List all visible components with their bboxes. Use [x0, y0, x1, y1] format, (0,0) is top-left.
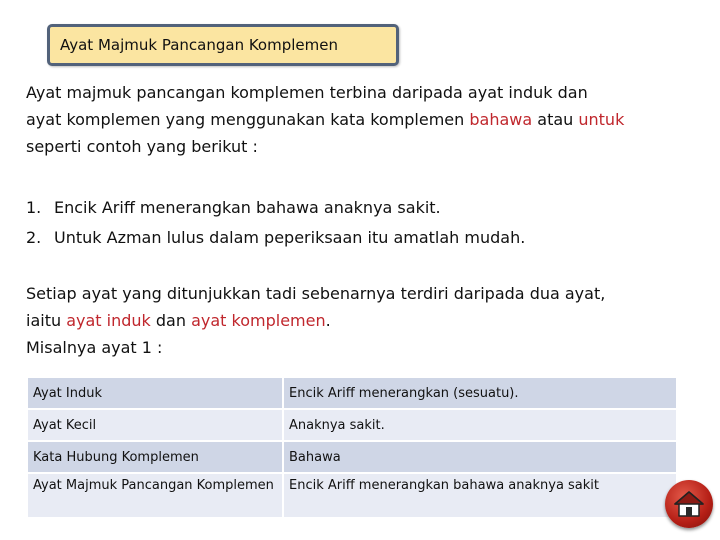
table-cell-value: Encik Ariff menerangkan bahawa anaknya sakit	[284, 474, 676, 517]
list-item	[26, 193, 525, 223]
list-item	[26, 223, 525, 253]
table-cell-label: Ayat Kecil	[28, 410, 282, 440]
table-row	[28, 442, 676, 472]
explanation-prefix: iaitu	[26, 311, 67, 330]
table-cell-label: Ayat Induk	[28, 378, 282, 408]
list-text: Untuk Azman lulus dalam peperiksaan itu amatlah mudah.	[54, 228, 526, 247]
intro-line-2: ayat komplemen yang menggunakan kata komplemen	[26, 110, 470, 129]
table-cell-value: Anaknya sakit.	[284, 410, 676, 440]
slide-title: Ayat Majmuk Pancangan Komplemen	[60, 36, 338, 54]
explanation-paragraph	[26, 280, 706, 361]
explanation-connector: dan	[150, 311, 192, 330]
slide-title-box	[47, 24, 399, 66]
list-number: 2.	[26, 228, 42, 247]
list-number: 1.	[26, 198, 42, 217]
list-text: Encik Ariff menerangkan bahawa anaknya sakit.	[54, 198, 441, 217]
table-cell-value: Encik Ariff menerangkan (sesuatu).	[284, 378, 676, 408]
intro-paragraph	[26, 79, 706, 160]
home-icon	[674, 490, 704, 518]
keyword-bahawa: bahawa	[469, 110, 533, 129]
table-row	[28, 474, 676, 517]
sentence-breakdown-table	[26, 376, 678, 519]
table-row	[28, 378, 676, 408]
table-cell-value: Bahawa	[284, 442, 676, 472]
explanation-line-1: Setiap ayat yang ditunjukkan tadi sebenarnya terdiri daripada dua ayat,	[26, 284, 606, 303]
intro-line-1: Ayat majmuk pancangan komplemen terbina daripada ayat induk dan	[26, 83, 588, 102]
example-list	[26, 193, 525, 253]
explanation-period: .	[325, 311, 331, 330]
term-ayat-komplemen: ayat komplemen	[191, 311, 326, 330]
intro-connector: atau	[532, 110, 579, 129]
keyword-untuk: untuk	[578, 110, 625, 129]
table-cell-label: Ayat Majmuk Pancangan Komplemen	[28, 474, 282, 517]
intro-line-3: seperti contoh yang berikut :	[26, 137, 258, 156]
table-cell-label: Kata Hubung Komplemen	[28, 442, 282, 472]
explanation-line-3: Misalnya ayat 1 :	[26, 338, 163, 357]
term-ayat-induk: ayat induk	[66, 311, 151, 330]
table-row	[28, 410, 676, 440]
home-button[interactable]	[665, 480, 713, 528]
